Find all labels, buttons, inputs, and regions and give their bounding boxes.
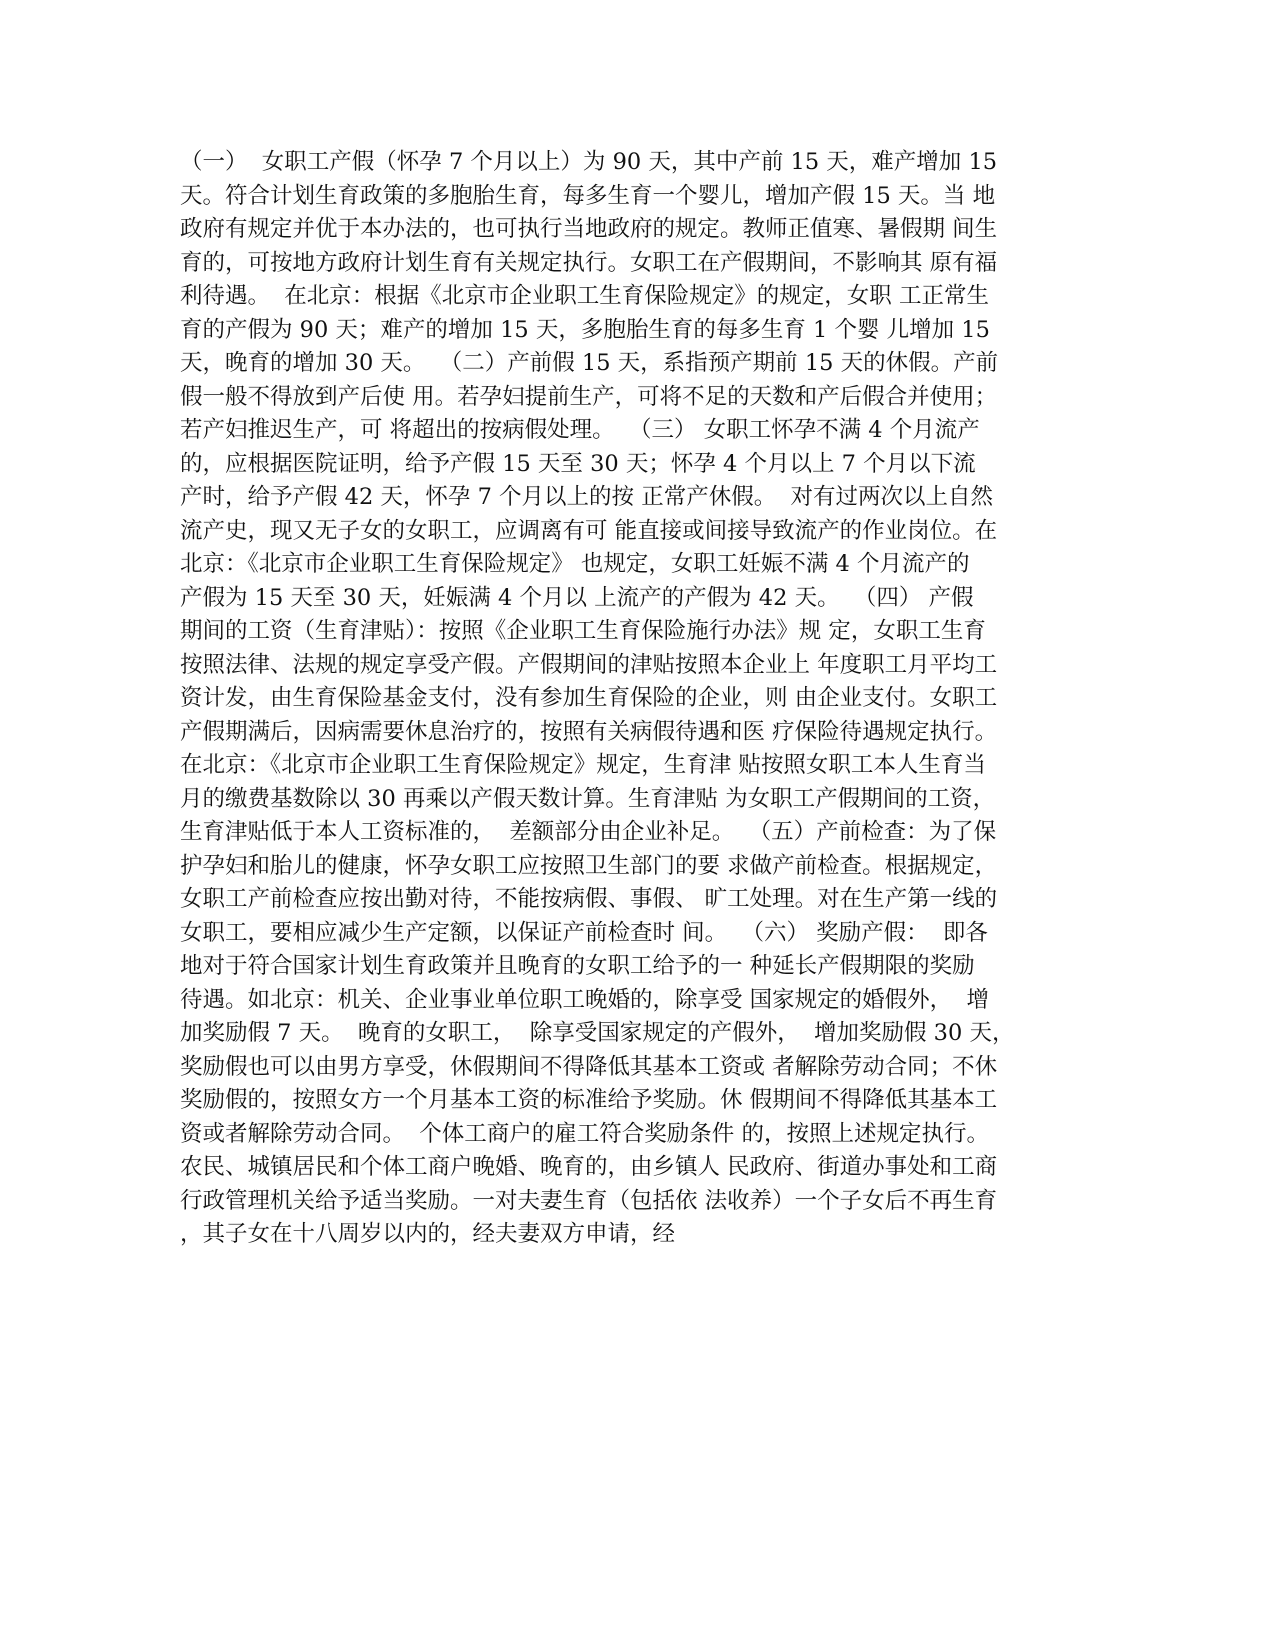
text-line: 农民、城镇居民和个体工商户晚婚、晚育的，由乡镇人 民政府、街道办事处和工商 [180,1154,998,1180]
text-line: 资或者解除劳动合同。 个体工商户的雇工符合奖励条件 的，按照上述规定执行。 [180,1120,989,1147]
text-line: 若产妇推迟生产，可 将超出的按病假处理。 （三） 女职工怀孕不满 4 个月流产 [180,417,980,443]
text-line: 行政管理机关给予适当奖励。一对夫妻生育（包括依 法收养）一个子女后不再生育 [180,1187,998,1214]
text-line: 产时，给予产假 42 天，怀孕 7 个月以上的按 正常产休假。 对有过两次以上自然 [180,484,994,510]
text-line: 女职工，要相应减少生产定额，以保证产前检查时 间。 （六） 奖励产假： 即各 [180,919,988,946]
text-line: 政府有规定并优于本办法的，也可执行当地政府的规定。教师正值寒、暑假期 间生 [180,216,998,242]
text-line: 育的产假为 90 天；难产的增加 15 天，多胞胎生育的每多生育 1 个婴 儿增加 15 [180,316,990,343]
text-line: 利待遇。 在北京：根据《北京市企业职工生育保险规定》的规定，女职 工正常生 [180,283,989,309]
text-line: 期间的工资（生育津贴）：按照《企业职工生育保险施行办法》规 定，女职工生育 [180,618,986,644]
text-line: 月的缴费基数除以 30 再乘以产假天数计算。生育津贴 为女职工产假期间的工资， [180,785,996,812]
text-line: 地对于符合国家计划生育政策并且晚育的女职工给予的一 种延长产假期限的奖励 [180,953,975,979]
text-line: 奖励假的，按照女方一个月基本工资的标准给予奖励。休 假期间不得降低其基本工 [180,1087,998,1113]
text-line: 在北京：《北京市企业职工生育保险规定》规定，生育津 贴按照女职工本人生育当 [180,752,986,778]
text-line: 天。符合计划生育政策的多胞胎生育，每多生育一个婴儿，增加产假 15 天。当 地 [180,182,996,209]
text-line: 生育津贴低于本人工资标准的， 差额部分由企业补足。 （五）产前检查：为了保 [180,819,997,845]
text-line: 待遇。如北京：机关、企业事业单位职工晚婚的，除享受 国家规定的婚假外， 增 [180,986,989,1013]
text-line: 假一般不得放到产后使 用。若孕妇提前生产，可将不足的天数和产后假合并使用； [180,383,998,410]
text-line: ，其子女在十八周岁以内的，经夫妻双方申请，经 [180,1221,676,1247]
text-line: 的，应根据医院证明，给予产假 15 天至 30 天；怀孕 4 个月以上 7 个月以下流 [180,450,976,477]
text-line: 护孕妇和胎儿的健康，怀孕女职工应按照卫生部门的要 求做产前检查。根据规定， [180,852,998,879]
text-line: 资计发，由生育保险基金支付，没有参加生育保险的企业，则 由企业支付。女职工 [180,685,998,711]
text-line: 加奖励假 7 天。 晚育的女职工， 除享受国家规定的产假外， 增加奖励假 30 天， [180,1020,1015,1046]
text-line: 产假为 15 天至 30 天，妊娠满 4 个月以 上流产的产假为 42 天。 （四） 产假 [180,584,974,611]
text-line: 流产史，现又无子女的女职工，应调离有可 能直接或间接导致流产的作业岗位。在 [180,517,998,544]
text-line: 按照法律、法规的规定享受产假。产假期间的津贴按照本企业上 年度职工月平均工 [180,651,998,678]
text-line: 北京：《北京市企业职工生育保险规定》 也规定，女职工妊娠不满 4 个月流产的 [180,551,970,577]
text-line: 奖励假也可以由男方享受，休假期间不得降低其基本工资或 者解除劳动合同；不休 [180,1053,998,1080]
text-line: （一） 女职工产假（怀孕 7 个月以上）为 90 天，其中产前 15 天，难产增加 15 [180,149,998,175]
body-text [180,146,1080,1252]
text-line: 天，晚育的增加 30 天。 （二）产前假 15 天，系指预产期前 15 天的休假。产前 [180,350,999,376]
text-line: 产假期满后，因病需要休息治疗的，按照有关病假待遇和医 疗保险待遇规定执行。 [180,718,998,745]
text-line: 育的，可按地方政府计划生育有关规定执行。女职工在产假期间，不影响其 原有福 [180,249,998,276]
text-line: 女职工产前检查应按出勤对待，不能按病假、事假、 旷工处理。对在生产第一线的 [180,886,998,912]
